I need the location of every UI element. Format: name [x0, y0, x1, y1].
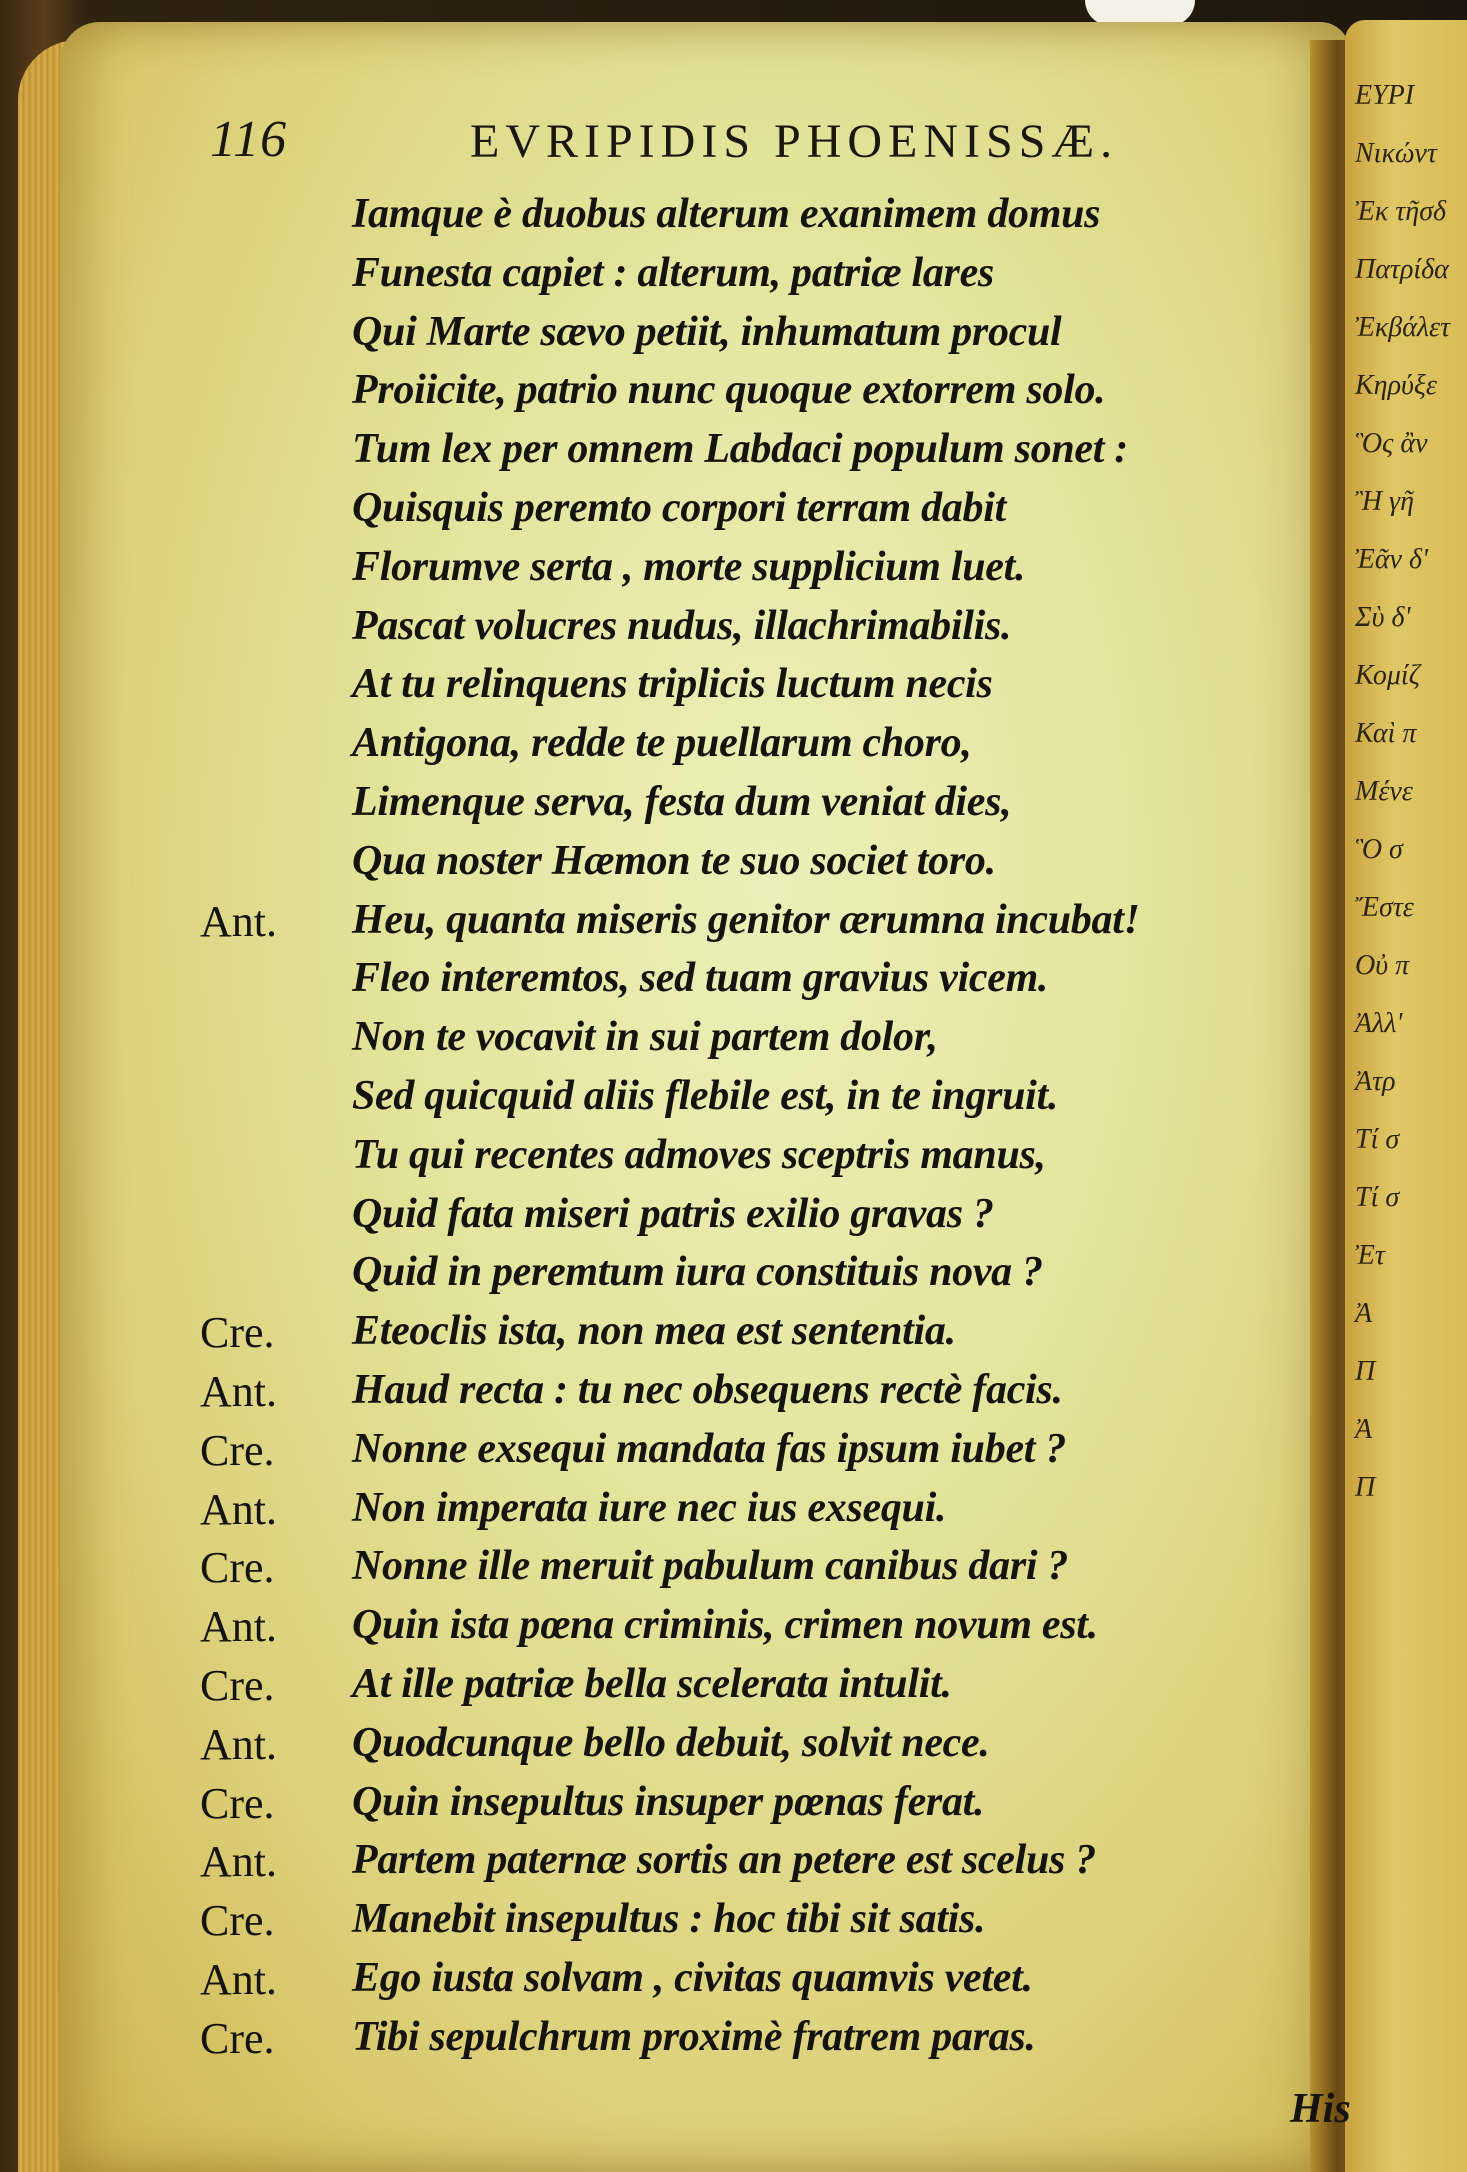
facing-page-fragment: Ἀλλ'	[1355, 1008, 1403, 1039]
verse-line	[200, 660, 1310, 719]
verse-text-line: Nonne exsequi mandata fas ipsum iubet ?	[352, 1425, 1067, 1472]
verse-line	[200, 543, 1310, 602]
verse-text-line: Quid in peremtum iura constituis nova ?	[352, 1249, 1043, 1296]
verse-text-line: Ego iusta solvam , civitas quamvis vetet.	[352, 1954, 1033, 2001]
verse-text-line: Proiicite, patrio nunc quoque extorrem solo.	[352, 367, 1106, 414]
facing-page-fragment: Τί σ	[1355, 1182, 1400, 1213]
speaker-label: Ant.	[200, 1837, 277, 1887]
speaker-label: Ant.	[200, 896, 277, 946]
speaker-label: Ant.	[200, 1954, 277, 2004]
speaker-label: Ant.	[200, 1602, 277, 1652]
verse-text-line: Quid fata miseri patris exilio gravas ?	[352, 1190, 994, 1237]
verse-line	[200, 249, 1310, 308]
verse-line	[200, 1072, 1310, 1131]
facing-page-fragment: Π	[1355, 1472, 1376, 1503]
verse-line	[200, 778, 1310, 837]
facing-page-fragment: Ἐκ τῆσδ	[1355, 196, 1447, 227]
verse-text-line: Quin insepultus insuper pœnas ferat.	[352, 1778, 985, 1825]
verse-text-line: Tu qui recentes admoves sceptris manus,	[352, 1131, 1046, 1178]
verse-text-line: Nonne ille meruit pabulum canibus dari ?	[352, 1543, 1069, 1590]
verse-text	[200, 190, 1310, 2072]
verse-line	[200, 484, 1310, 543]
facing-page-fragment: Σὺ δ'	[1355, 602, 1411, 633]
verse-line	[200, 1366, 1310, 1425]
verse-text-line: Manebit insepultus : hoc tibi sit satis.	[352, 1896, 986, 1943]
verse-line	[200, 1954, 1310, 2013]
verse-line	[200, 1660, 1310, 1719]
speaker-label: Cre.	[200, 2013, 275, 2063]
speaker-label: Cre.	[200, 1425, 275, 1475]
facing-page-fragment: Ἐτ	[1355, 1240, 1385, 1271]
verse-line	[200, 1895, 1310, 1954]
facing-page-fragment: Μένε	[1355, 776, 1413, 807]
verse-text-line: Sed quicquid aliis flebile est, in te ingruit.	[352, 1072, 1059, 1119]
catchword: His	[1290, 2086, 1351, 2132]
verse-line	[200, 1484, 1310, 1543]
verse-text-line: Funesta capiet : alterum, patriæ lares	[352, 249, 994, 296]
verse-line	[200, 1307, 1310, 1366]
facing-page-fragment: Οὐ π	[1355, 950, 1410, 981]
verse-text-line: Haud recta : tu nec obsequens rectè facis.	[352, 1366, 1063, 1413]
facing-page-fragment: Π	[1355, 1356, 1376, 1387]
verse-text-line: Quisquis peremto corpori terram dabit	[352, 484, 1006, 531]
verse-text-line: At ille patriæ bella scelerata intulit.	[352, 1660, 952, 1707]
verse-text-line: Florumve serta , morte supplicium luet.	[352, 543, 1026, 590]
verse-line	[200, 1778, 1310, 1837]
facing-page-fragment: Πατρίδα	[1355, 254, 1449, 285]
speaker-label: Ant.	[200, 1366, 277, 1416]
facing-page-fragment: Ἀτρ	[1355, 1066, 1396, 1097]
facing-page-fragment: Νικώντ	[1355, 138, 1437, 169]
verse-line	[200, 2013, 1310, 2072]
verse-line	[200, 425, 1310, 484]
verse-text-line: Pascat volucres nudus, illachrimabilis.	[352, 602, 1012, 649]
verse-line	[200, 1131, 1310, 1190]
verse-text-line: Fleo interemtos, sed tuam gravius vicem.	[352, 955, 1049, 1002]
verse-line	[200, 1248, 1310, 1307]
speaker-label: Cre.	[200, 1543, 275, 1593]
page-header	[210, 110, 1210, 170]
verse-text-line: Limenque serva, festa dum veniat dies,	[352, 778, 1012, 825]
verse-text-line: At tu relinquens triplicis luctum necis	[352, 661, 993, 708]
facing-page-fragment: Ἢ γῆ	[1355, 486, 1414, 517]
facing-page-fragment: Ὃ σ	[1355, 834, 1403, 865]
facing-page-fragment: Ἐκβάλετ	[1355, 312, 1451, 343]
verse-text-line: Non te vocavit in sui partem dolor,	[352, 1014, 938, 1061]
verse-text-line: Heu, quanta miseris genitor ærumna incubat!	[352, 896, 1140, 943]
verse-text-line: Antigona, redde te puellarum choro,	[352, 720, 972, 767]
facing-page-fragment: Ἔστε	[1355, 892, 1414, 923]
speaker-label: Ant.	[200, 1719, 277, 1769]
verse-text-line: Tum lex per omnem Labdaci populum sonet :	[352, 426, 1128, 473]
verse-line	[200, 954, 1310, 1013]
speaker-label: Cre.	[200, 1308, 275, 1358]
facing-page-fragment: Ἀ	[1355, 1298, 1373, 1329]
verse-text-line: Non imperata iure nec ius exsequi.	[352, 1484, 947, 1531]
verse-line	[200, 1425, 1310, 1484]
facing-page-fragment: Κομίζ	[1355, 660, 1421, 691]
verse-text-line: Qui Marte sævo petiit, inhumatum procul	[352, 308, 1062, 355]
verse-line	[200, 896, 1310, 955]
verse-line	[200, 1719, 1310, 1778]
verse-line	[200, 837, 1310, 896]
facing-page	[1345, 20, 1467, 2172]
verse-line	[200, 1601, 1310, 1660]
facing-page-fragment: ΕΥΡΙ	[1355, 80, 1415, 111]
verse-text-line: Qua noster Hæmon te suo societ toro.	[352, 837, 996, 884]
verse-line	[200, 1190, 1310, 1249]
verse-line	[200, 1542, 1310, 1601]
verse-line	[200, 366, 1310, 425]
facing-page-fragment: Ἀ	[1355, 1414, 1373, 1445]
speaker-label: Cre.	[200, 1896, 275, 1946]
facing-page-fragment: Τί σ	[1355, 1124, 1400, 1155]
speaker-label: Cre.	[200, 1660, 275, 1710]
page-number: 116	[210, 111, 288, 168]
verse-text-line: Quin ista pœna criminis, crimen novum est.	[352, 1602, 1098, 1649]
facing-page-fragment: Κηρύξε	[1355, 370, 1437, 401]
verse-line	[200, 190, 1310, 249]
verse-line	[200, 602, 1310, 661]
verse-text-line: Eteoclis ista, non mea est sententia.	[352, 1308, 956, 1355]
verse-text-line: Tibi sepulchrum proximè fratrem paras.	[352, 2013, 1036, 2060]
facing-page-fragment: Ὃς ἂν	[1355, 428, 1428, 459]
verse-line	[200, 719, 1310, 778]
facing-page-fragment: Καὶ π	[1355, 718, 1417, 749]
verse-text-line: Iamque è duobus alterum exanimem domus	[352, 191, 1101, 237]
verse-line	[200, 308, 1310, 367]
verse-line	[200, 1013, 1310, 1072]
facing-page-fragment: Ἐᾶν δ'	[1355, 544, 1428, 575]
running-title: EVRIPIDIS PHOENISSÆ.	[470, 115, 1119, 168]
verse-text-line: Quodcunque bello debuit, solvit nece.	[352, 1719, 990, 1766]
speaker-label: Cre.	[200, 1778, 275, 1828]
speaker-label: Ant.	[200, 1484, 277, 1534]
verse-text-line: Partem paternæ sortis an petere est scelus ?	[352, 1837, 1096, 1884]
verse-line	[200, 1836, 1310, 1895]
